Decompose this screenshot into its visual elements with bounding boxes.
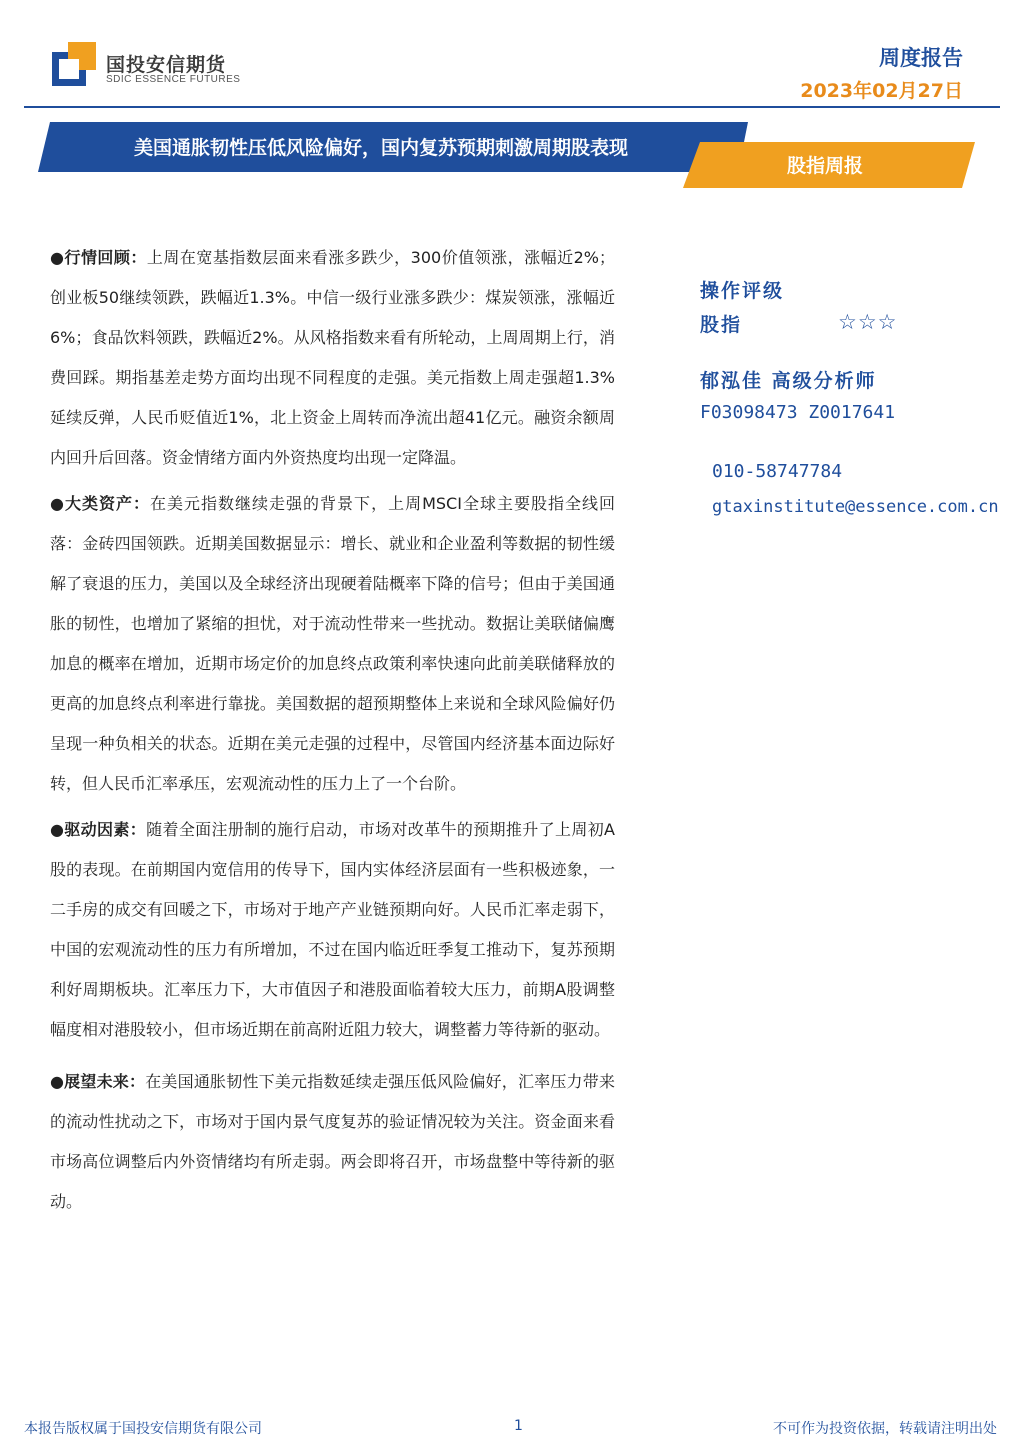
report-date: 2023年02月27日	[800, 80, 963, 102]
rating-stars-icon: ☆☆☆	[838, 310, 898, 334]
analyst-email[interactable]: gtaxinstitute@essence.com.cn	[712, 497, 999, 517]
section-outlook	[50, 1062, 615, 1222]
footer-copyright: 本报告版权属于国投安信期货有限公司	[24, 1421, 262, 1437]
analyst-phone: 010-58747784	[712, 461, 843, 482]
rating-label: 操作评级	[700, 280, 785, 302]
logo-mark-icon	[52, 42, 96, 86]
section-text: 随着全面注册制的施行启动，市场对改革牛的预期推升了上周初A股的表现。在前期国内宽信用的传导下，国内实体经济层面有一些积极迹象，一二手房的成交有回暖之下，市场对于地产产业链预期向好。人民币汇率走弱下，中国的宏观流动性的压力有所增加，不过在国内临近旺季复工推动下，复苏预期利好周期板块。汇率压力下，大市值因子和港股面临着较大压力，前期A股调整幅度相对港股较小，但市场近期在前高附近阻力较大，调整蓄力等待新的驱动。	[50, 820, 615, 1039]
footer-disclaimer: 不可作为投资依据，转载请注明出处	[773, 1421, 997, 1437]
analyst-license: F03098473 Z0017641	[700, 402, 896, 423]
report-body	[50, 238, 615, 1228]
section-text: 在美国通胀韧性下美元指数延续走强压低风险偏好，汇率压力带来的流动性扰动之下，市场对于国内景气度复苏的验证情况较为关注。资金面来看市场高位调整后内外资情绪均有所走弱。两会即将召开，市场盘整中等待新的驱动。	[50, 1072, 615, 1211]
company-logo	[52, 42, 292, 90]
rating-item: 股指	[700, 314, 743, 336]
report-title: 美国通胀韧性压低风险偏好，国内复苏预期刺激周期股表现	[134, 137, 629, 159]
section-heading: 驱动因素：	[64, 820, 147, 839]
bullet-icon: ●	[50, 494, 65, 513]
report-type: 周度报告	[879, 46, 963, 70]
section-market-review	[50, 238, 615, 478]
header-divider	[24, 106, 1000, 108]
bullet-icon: ●	[50, 820, 65, 839]
section-drivers	[50, 810, 615, 1050]
footer-page-number: 1	[514, 1418, 523, 1434]
bullet-icon: ●	[50, 1072, 65, 1091]
section-heading: 展望未来：	[64, 1072, 146, 1091]
section-asset-classes	[50, 484, 615, 804]
logo-name-cn: 国投安信期货	[106, 54, 227, 76]
section-text: 上周在宽基指数层面来看涨多跌少，300价值领涨，涨幅近2%；创业板50继续领跌，跌幅近1.3%。中信一级行业涨多跌少：煤炭领涨，涨幅近6%；食品饮料领跌，跌幅近2%。从风格指数来看有所轮动，上周周期上行，消费回踩。期指基差走势方面均出现不同程度的走强。美元指数上周走强超1.3%延续反弹，人民币贬值近1%，北上资金上周转而净流出超41亿元。融资余额周内回升后回落。资金情绪方面内外资热度均出现一定降温。	[50, 248, 615, 467]
bullet-icon: ●	[50, 248, 65, 267]
analyst-name: 郁泓佳 高级分析师	[700, 370, 877, 392]
report-category-tag: 股指周报	[787, 155, 864, 177]
section-text: 在美元指数继续走强的背景下，上周MSCI全球主要股指全线回落：金砖四国领跌。近期美国数据显示：增长、就业和企业盈利等数据的韧性缓解了衰退的压力，美国以及全球经济出现硬着陆概率下降的信号；但由于美国通胀的韧性，也增加了紧缩的担忧，对于流动性带来一些扰动。数据让美联储偏鹰加息的概率在增加，近期市场定价的加息终点政策利率快速向此前美联储释放的更高的加息终点利率进行靠拢。美国数据的超预期整体上来说和全球风险偏好仍呈现一种负相关的状态。近期在美元走强的过程中，尽管国内经济基本面边际好转，但人民币汇率承压，宏观流动性的压力上了一个台阶。	[50, 494, 615, 793]
section-heading: 行情回顾：	[64, 248, 147, 267]
section-heading: 大类资产：	[64, 494, 150, 513]
logo-name-en: SDIC ESSENCE FUTURES	[106, 74, 241, 85]
